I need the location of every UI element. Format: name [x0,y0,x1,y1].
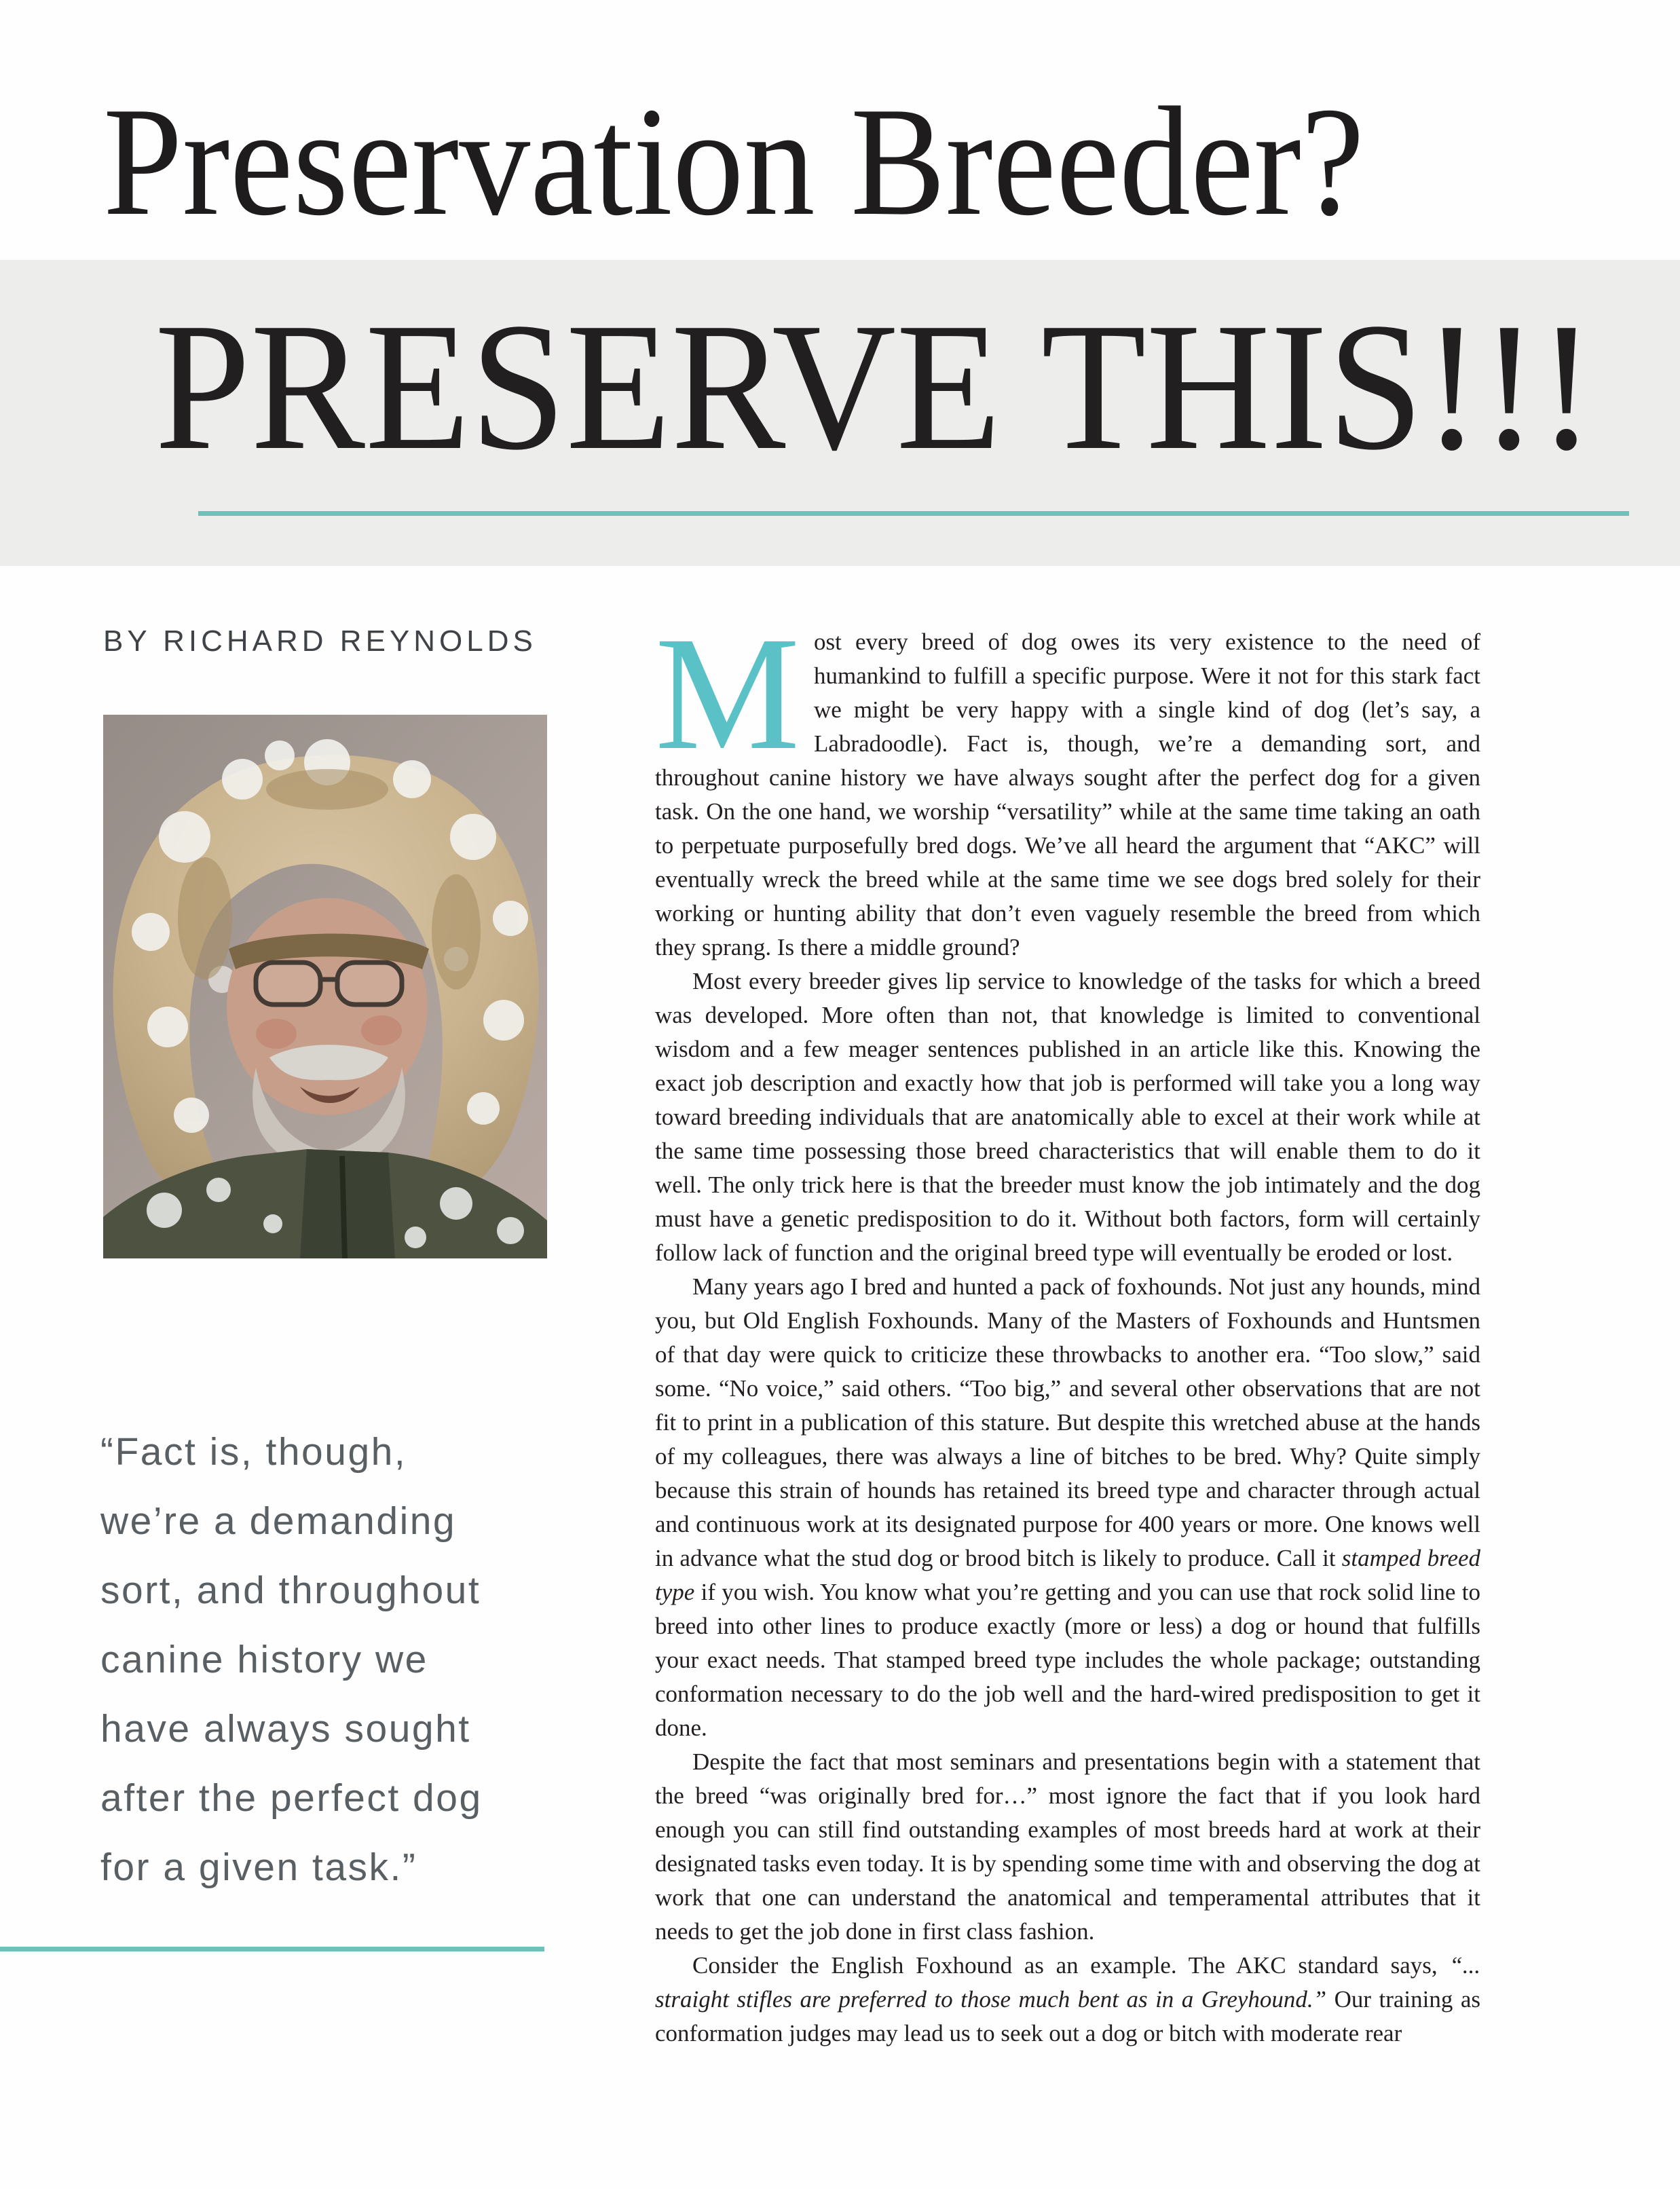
article-paragraph [655,1270,1480,1745]
drop-cap: M [655,603,800,783]
paragraph-text: Consider the English Foxhound as an example. The AKC standard says, [692,1952,1450,1979]
article-paragraph: Most every breeder gives lip service to knowledge of the tasks for which a breed was developed. More often than not, that knowledge is limited to conventional wisdom and a few meager sentences published in an article like this. Knowing the exact job description and exactly how that job is performed will take you a long way toward breeding individuals that are anatomically able to excel at their work while at the same time possessing those breed characteristics that will enable them to do it well. The only trick here is that the breeder must know the job intimately and the dog must have a genetic predisposition to do it. Without both factors, form will certainly follow lack of function and the original breed type will eventually be eroded or lost. [655,968,1480,1266]
teal-rule-bottom [0,1947,544,1951]
paragraph-text: ost every breed of dog owes its very existence to the need of humankind to fulfill a specific purpose. Were it not for this stark fact we might be very happy with a single kind of dog (let’s say, a Labradoodle). Fact is, though, we’re a demanding sort, and throughout canine history we have always sought after the perfect dog for a given task. On the one hand, we worship “versatility” while at the same time taking an oath to perpetuate purposefully bred dogs. We’ve all heard the argument that “AKC” will eventually wreck the breed while at the same time we see dogs bred solely for their working or hunting ability that don’t even vaguely resemble the breed from which they sprang. Is there a middle ground? [655,629,1480,960]
article-body [655,603,1481,2051]
article-paragraph [655,603,1480,965]
author-photo [103,715,547,1258]
page-title-graphic [0,0,1680,272]
pull-quote-line: sort, and throughout [100,1569,481,1612]
banner-graphic [0,260,1680,566]
paragraph-italic: “... straight stifles are preferred to those much bent as in a Greyhound.” [655,1952,1480,2013]
paragraph-italic: stamped breed type [655,1545,1481,1605]
pull-quote-line: canine history we [100,1638,428,1681]
article-paragraph [655,1949,1480,2051]
paragraph-text: Our training as conformation judges may lead us to seek out a dog or bitch with moderate rear [655,1986,1481,2046]
pull-quote-line: after the perfect dog [100,1776,483,1820]
paragraph-text: Many years ago I bred and hunted a pack of foxhounds. Not just any hounds, mind you, but Old English Foxhounds. Many of the Masters of Foxhounds and Huntsmen of that day were quick to criticize these throwbacks to another era. “Too slow,” said some. “No voice,” said others. “Too big,” and several other observations that are not fit to print in a publication of this stature. But despite this wretched abuse at the hands of my colleagues, there was always a line of bitches to be bred. Why? Quite simply because this strain of hounds has retained its breed type and character through actual and continuous work at its designated purpose for 400 years or more. One knows well in advance what the stud dog or brood bitch is likely to produce. Call it [655,1273,1480,1571]
jacket-collar [300,1149,395,1258]
headline-band [0,260,1680,566]
page-title: Preservation Breeder? [103,75,1364,248]
pull-quote [100,1417,562,1902]
pull-quote-line: we’re a demanding [100,1499,457,1543]
banner-title: PRESERVE THIS!!! [155,285,1595,488]
pull-quote-line: have always sought [100,1707,471,1751]
byline: BY RICHARD REYNOLDS [103,624,537,658]
teal-rule-top [198,511,1629,516]
article-paragraph: Despite the fact that most seminars and presentations begin with a statement that the breed “was originally bred for…” most ignore the fact that if you look hard enough you can still find outstanding examples of most breeds hard at work at their designated tasks even today. It is by spending some time with and observing the dog at work that one can understand the anatomical and temperamental attributes that it needs to get the job done in first class fashion. [655,1748,1480,1945]
pull-quote-line: for a given task.” [100,1846,417,1889]
paragraph-text: if you wish. You know what you’re getting and you can use that rock solid line to breed into other lines to produce exactly (more or less) a dog or hound that fulfills your exact needs. That stamped breed type includes the whole package; outstanding conformation necessary to do the job well and the hard-wired predisposition to get it done. [655,1579,1480,1741]
pull-quote-line: “Fact is, though, [100,1430,407,1474]
zipper [342,1156,345,1258]
